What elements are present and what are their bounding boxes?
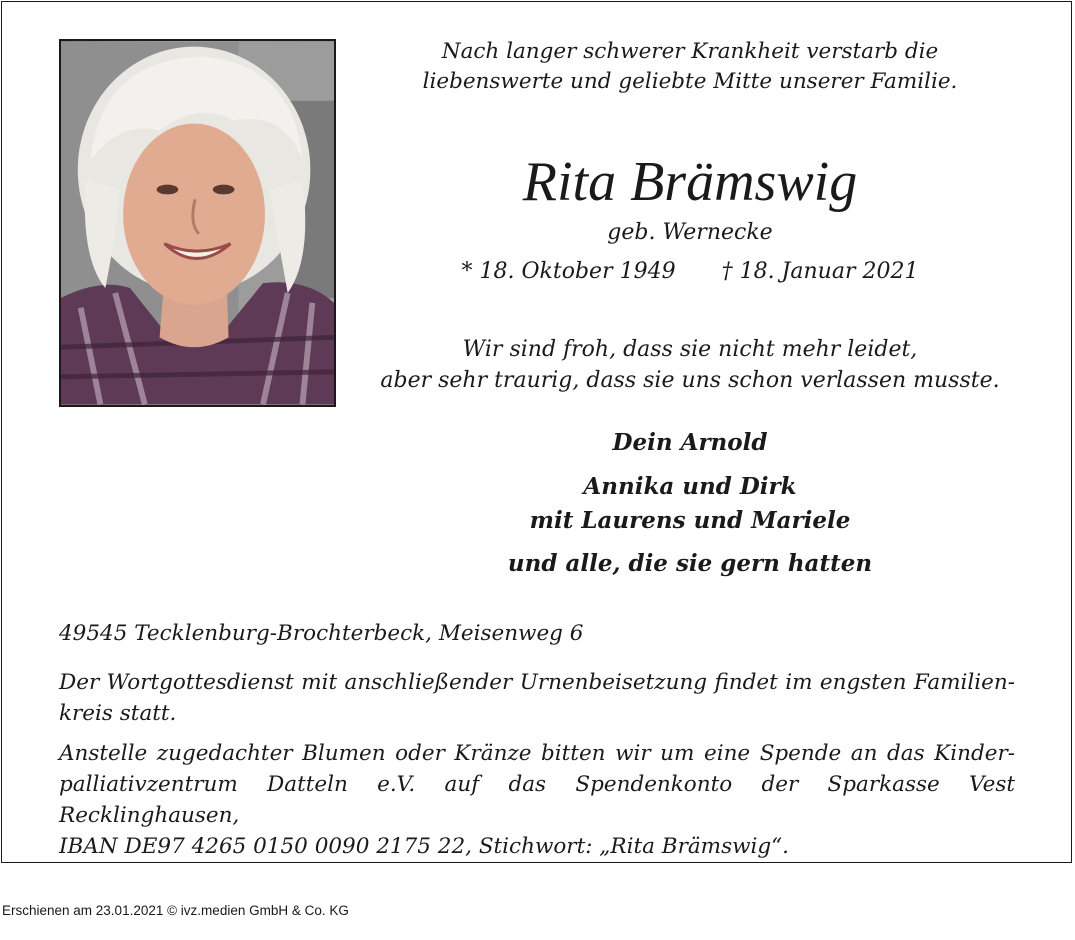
mourner-spouse: Dein Arnold xyxy=(612,429,768,456)
donation-line: palliativzentrum Datteln e.V. auf das Spendenkonto der Sparkasse Vest Recklinghausen, xyxy=(59,772,1015,828)
mourner-children xyxy=(380,470,1000,538)
service-paragraph xyxy=(59,667,1015,729)
intro-line: Nach langer schwerer Krankheit verstarb die xyxy=(441,39,939,64)
birth-date: * 18. Oktober 1949 xyxy=(461,259,676,284)
intro-line: liebenswerte und geliebte Mitte unserer Familie. xyxy=(422,69,958,94)
mourner-line: mit Laurens und Mariele xyxy=(529,507,851,534)
quote-line: Wir sind froh, dass sie nicht mehr leidet, xyxy=(462,337,918,362)
service-line: Der Wortgottesdienst mit anschließender Urnenbeisetzung findet im engsten Familien- xyxy=(59,670,1015,695)
portrait-illustration xyxy=(61,41,334,405)
death-date: † 18. Januar 2021 xyxy=(721,259,919,284)
portrait-photo xyxy=(59,39,336,407)
donation-line: Anstelle zugedachter Blumen oder Kränze bitten wir um eine Spende an das Kinder- xyxy=(59,741,1015,766)
intro-text xyxy=(380,37,1000,97)
service-line: kreis statt. xyxy=(59,701,177,726)
quote-text xyxy=(380,334,1000,396)
quote-line: aber sehr traurig, dass sie uns schon verlassen musste. xyxy=(380,368,1000,393)
deceased-name: Rita Brämswig xyxy=(522,151,858,213)
maiden-name: geb. Wernecke xyxy=(607,220,773,245)
mourner-line: Annika und Dirk xyxy=(583,473,797,500)
life-dates xyxy=(380,257,1000,287)
donation-line: IBAN DE97 4265 0150 0090 2175 22, Stichwort: „Rita Brämswig“. xyxy=(59,834,789,859)
donation-paragraph xyxy=(59,738,1015,862)
address-line: 49545 Tecklenburg-Brochterbeck, Meisenweg 6 xyxy=(59,621,584,646)
mourner-others: und alle, die sie gern hatten xyxy=(507,550,873,577)
publication-footer: Erschienen am 23.01.2021 © ivz.medien GmbH & Co. KG xyxy=(2,903,349,918)
